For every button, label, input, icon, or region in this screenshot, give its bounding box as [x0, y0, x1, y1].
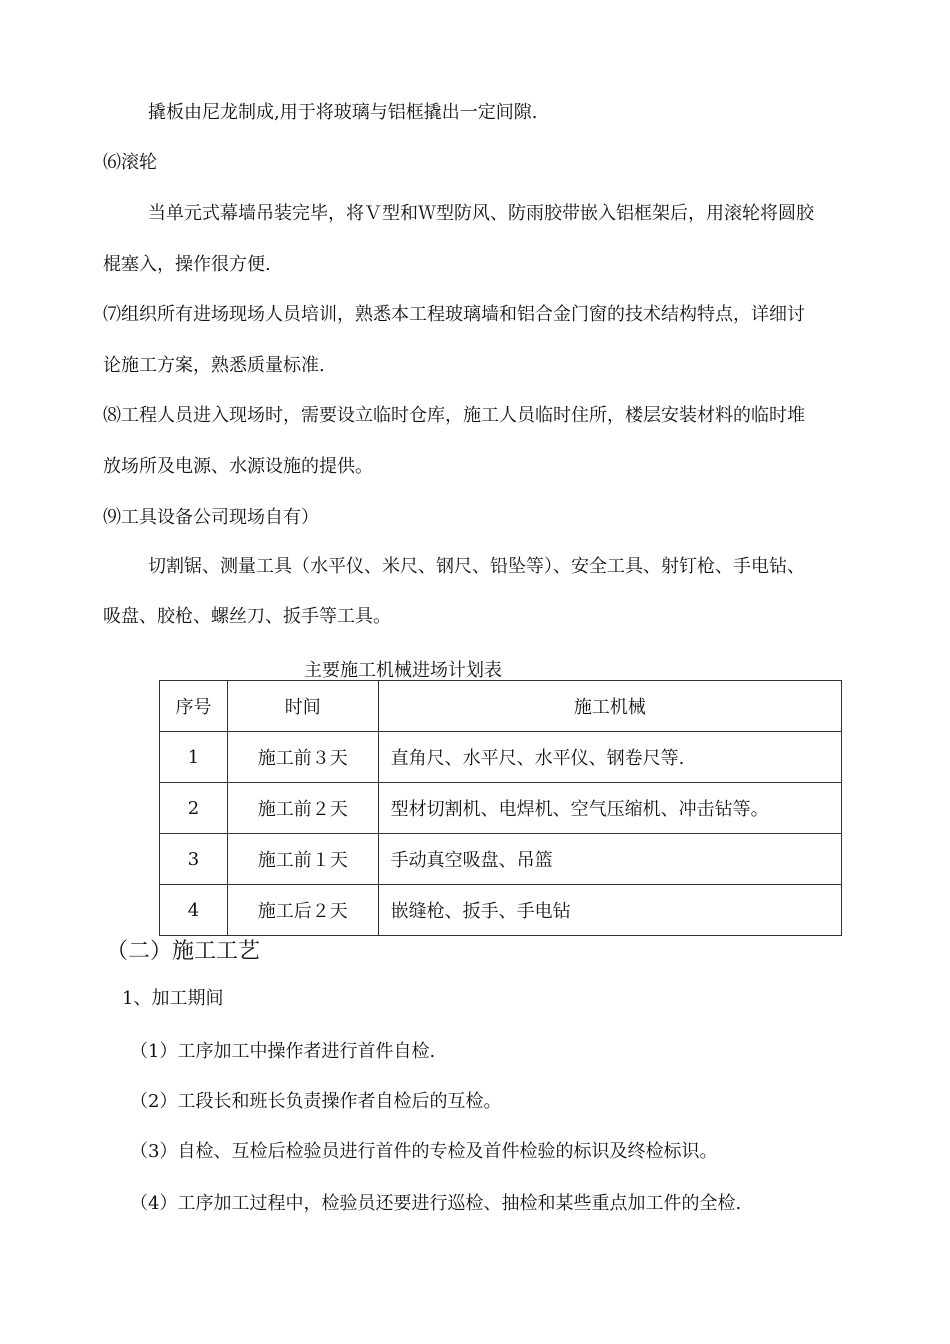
cell-time: 施工后２天	[227, 885, 378, 936]
paragraph-roller-line1: 当单元式幕墙吊装完毕，将Ｖ型和Ｗ型防风、防雨胶带嵌入铝框架后，用滚轮将圆胶	[148, 203, 814, 224]
paragraph-roller-line2: 棍塞入，操作很方便.	[103, 254, 271, 275]
header-index: 序号	[160, 681, 228, 732]
process-item: （3）自检、互检后检验员进行首件的专检及首件检验的标识及终检标识。	[130, 1141, 718, 1162]
header-time: 时间	[227, 681, 378, 732]
paragraph-tools-line2: 吸盘、胶枪、螺丝刀、扳手等工具。	[103, 606, 391, 627]
header-machinery: 施工机械	[378, 681, 841, 732]
cell-index: 4	[160, 885, 228, 936]
table-row	[160, 732, 842, 783]
heading-tools: ⑼工具设备公司现场自有）	[103, 507, 319, 528]
heading-roller: ⑹滚轮	[103, 152, 157, 173]
section-title: （二）施工工艺	[106, 939, 261, 964]
cell-machinery: 直角尺、水平尺、水平仪、钢卷尺等.	[378, 732, 841, 783]
section-subtitle: 1、加工期间	[122, 988, 224, 1009]
table-caption: 主要施工机械进场计划表	[304, 660, 502, 681]
cell-time: 施工前２天	[227, 783, 378, 834]
table-row	[160, 783, 842, 834]
paragraph-prying-board: 撬板由尼龙制成,用于将玻璃与铝框撬出一定间隙.	[148, 102, 538, 123]
cell-machinery: 手动真空吸盘、吊篮	[378, 834, 841, 885]
cell-index: 2	[160, 783, 228, 834]
cell-index: 3	[160, 834, 228, 885]
paragraph-training-line1: ⑺组织所有进场现场人员培训，熟悉本工程玻璃墙和铝合金门窗的技术结构特点，详细讨	[103, 304, 805, 325]
cell-time: 施工前３天	[227, 732, 378, 783]
cell-machinery: 型材切割机、电焊机、空气压缩机、冲击钻等。	[378, 783, 841, 834]
process-item: （4）工序加工过程中，检验员还要进行巡检、抽检和某些重点加工件的全检.	[130, 1193, 742, 1214]
paragraph-site-line2: 放场所及电源、水源设施的提供。	[103, 456, 373, 477]
table-header-row	[160, 681, 842, 732]
process-item: （1）工序加工中操作者进行首件自检.	[130, 1041, 436, 1062]
cell-time: 施工前１天	[227, 834, 378, 885]
paragraph-tools-line1: 切割锯、测量工具（水平仪、米尺、钢尺、铅坠等）、安全工具、射钉枪、手电钻、	[148, 556, 805, 577]
machinery-plan-table	[159, 680, 842, 936]
paragraph-site-line1: ⑻工程人员进入现场时，需要设立临时仓库，施工人员临时住所，楼层安装材料的临时堆	[103, 405, 805, 426]
cell-index: 1	[160, 732, 228, 783]
cell-machinery: 嵌缝枪、扳手、手电钻	[378, 885, 841, 936]
table-row	[160, 885, 842, 936]
table-row	[160, 834, 842, 885]
process-item: （2）工段长和班长负责操作者自检后的互检。	[130, 1091, 502, 1112]
paragraph-training-line2: 论施工方案，熟悉质量标准.	[103, 355, 325, 376]
